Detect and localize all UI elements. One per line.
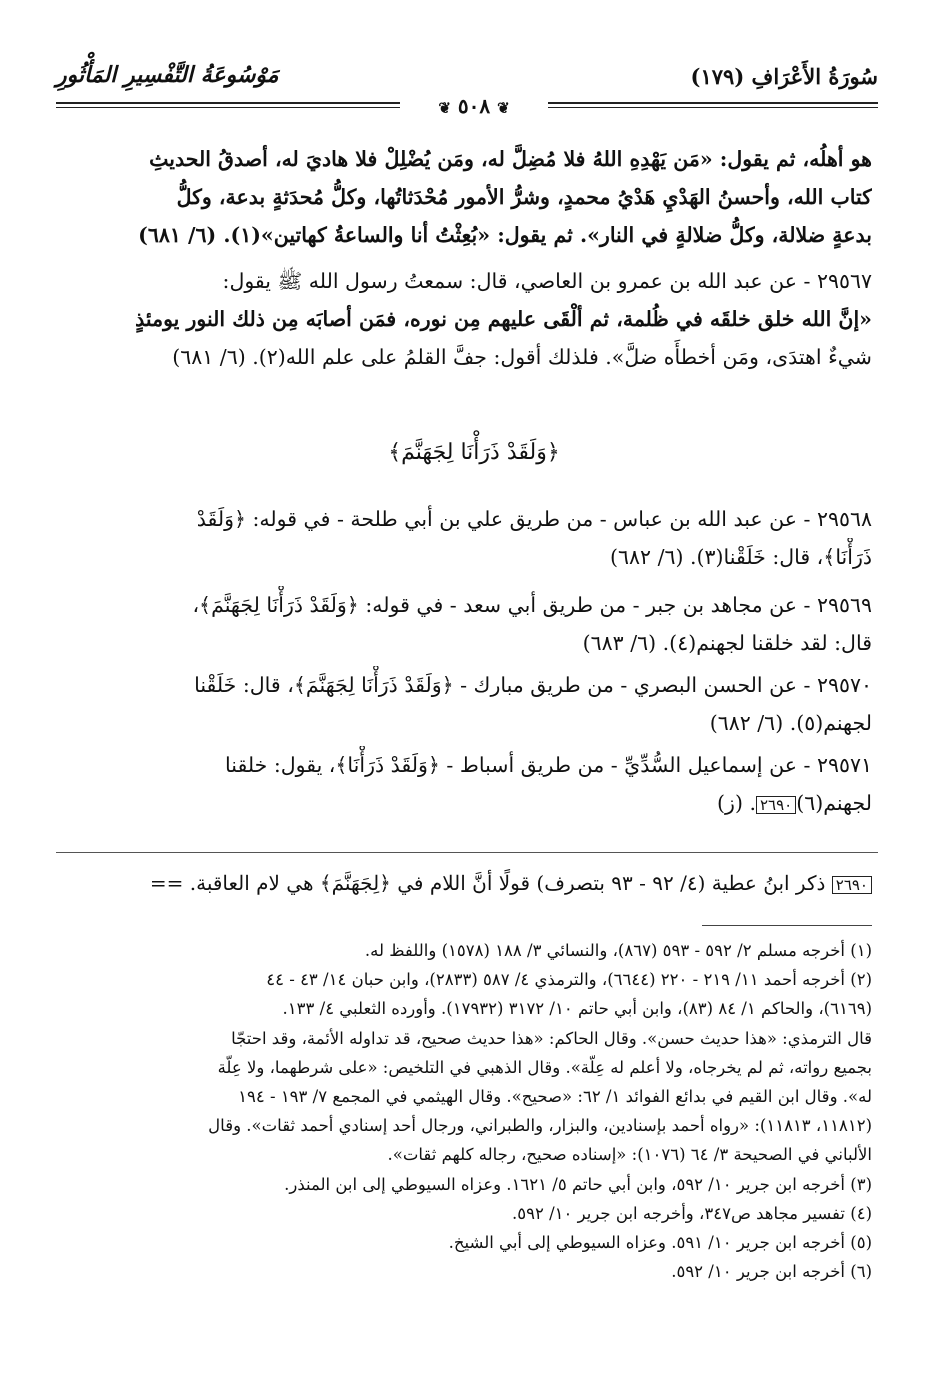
text-line: ٢٩٥٧١ - عن إسماعيل السُّدِّيِّ - من طريق أسباط - ﴿وَلَقَدْ ذَرَأْنَا﴾، يقول: خلقنا [225, 753, 872, 777]
entry-29568 [76, 500, 872, 576]
text-line: ٢٩٥٦٨ - عن عبد الله بن عباس - من طريق علي بن أبي طلحة - في قوله: ﴿وَلَقَدْ [196, 507, 872, 531]
note-number-box: ٢٦٩٠ [832, 876, 872, 894]
surah-title: سُورَةُ الأَعْرَافِ (١٧٩) [690, 64, 878, 89]
entry-29569 [76, 586, 872, 662]
footnote-line: (٣) أخرجه ابن جرير ١٠/ ٥٩٢، وابن أبي حاتم ٥/ ١٦٢١. وعزاه السيوطي إلى ابن المنذر. [284, 1174, 872, 1194]
text-line: بدعةٍ ضلالة، وكلُّ ضلالةٍ في النار». ثم يقول: «بُعِثْتُ أنا والساعةُ كهاتين»(١). (٦/ ٦٨١) [138, 223, 872, 247]
text-line: ٢٩٥٦٧ - عن عبد الله بن عمرو بن العاصي، قال: سمعتُ رسول الله ﷺ يقول: [222, 269, 872, 293]
note-reference-box: ٢٦٩٠ [756, 796, 796, 814]
footnote-line: قال الترمذي: «هذا حديث حسن». وقال الحاكم: «هذا حديث صحيح، قد تداوله الأئمة، وقد احتجّا [231, 1028, 872, 1048]
footnote-line: (٢) أخرجه أحمد ١١/ ٢١٩ - ٢٢٠ (٦٦٤٤)، والترمذي ٤/ ٥٨٧ (٢٨٣٣)، وابن حبان ١٤/ ٤٣ - ٤٤ [266, 970, 872, 990]
text-line: «إنَّ الله خلق خلقَه في ظُلمة، ثم ألْقَى عليهم مِن نوره، فمَن أصابَه مِن ذلك النور يومئذٍ [135, 307, 872, 331]
text-fragment: . (ز) [717, 791, 756, 815]
paragraph-hadith-continued [76, 140, 872, 254]
text-line: هو أهلُه، ثم يقول: «مَن يَهْدِهِ اللهُ فلا مُضِلَّ له، ومَن يُضْلِلْ فلا هاديَ له، أصدقُ الحديثِ [149, 147, 872, 171]
ornament-icon: ❦ [438, 99, 451, 117]
entry-29567 [76, 262, 872, 376]
text-line [76, 784, 872, 822]
text-line: ٢٩٥٧٠ - عن الحسن البصري - من طريق مبارك - ﴿وَلَقَدْ ذَرَأْنَا لِجَهَنَّمَ﴾، قال: خَلَقْنا [194, 673, 872, 697]
footnote-line: الألباني في الصحيحة ٣/ ٦٤ (١٠٧٦): «إسناده صحيح، رجاله كلهم ثقات». [387, 1145, 872, 1165]
footnote-line: (٤) تفسير مجاهد ص٣٤٧، وأخرجه ابن جرير ١٠/ ٥٩٢. [512, 1203, 872, 1223]
footnote-line: (١) أخرجه مسلم ٢/ ٥٩٢ - ٥٩٣ (٨٦٧)، والنسائي ٣/ ١٨٨ (١٥٧٨) واللفظ له. [364, 941, 872, 960]
text-line: شيءٌ اهتدَى، ومَن أخطأَه ضلَّ». فلذلك أقول: جفَّ القلمُ على علم الله(٢). (٦/ ٦٨١) [172, 345, 872, 369]
footnote-line: له». وقال ابن القيم في بدائع الفوائد ١/ ٦٢: «صحيح». وقال الهيثمي في المجمع ٧/ ١٩٣ - ١٩٤ [238, 1087, 872, 1107]
footnote-line: (٦) أخرجه ابن جرير ١٠/ ٥٩٢. [671, 1262, 872, 1282]
note-separator [56, 852, 878, 853]
ornament-icon: ❦ [497, 99, 510, 117]
footnote-line: (٥) أخرجه ابن جرير ١٠/ ٥٩١. وعزاه السيوطي إلى أبي الشيخ. [448, 1233, 872, 1253]
verse-heading: ﴿وَلَقَدْ ذَرَأْنَا لِجَهَنَّمَ﴾ [388, 440, 560, 465]
footnotes [72, 936, 872, 1286]
footnote-separator [702, 925, 872, 926]
text-line: ٢٩٥٦٩ - عن مجاهد بن جبر - من طريق أبي سعد - في قوله: ﴿وَلَقَدْ ذَرَأْنَا لِجَهَنَّمَ﴾، [192, 593, 872, 617]
text-line: ذَرَأْنَا﴾، قال: خَلَقْنا(٣). (٦/ ٦٨٢) [610, 545, 872, 569]
text-line: لجهنم(٥). (٦/ ٦٨٢) [709, 711, 872, 735]
note-text: ذكر ابنُ عطية (٤/ ٩٢ - ٩٣ بتصرف) قولًا أنَّ اللام في ﴿لِجَهَنَّمَ﴾ هي لام العاقبة. == [149, 871, 826, 895]
editor-note [62, 866, 872, 900]
entry-29570 [76, 666, 872, 742]
footnote-line: (١١٨١٢، ١١٨١٣): «رواه أحمد بإسنادين، والبزار، والطبراني، ورجال أحد إسنادي أحمد ثقات». وقال [208, 1116, 872, 1136]
text-fragment: لجهنم(٦) [796, 791, 872, 815]
footnote-line: بجميع رواته، ثم لم يخرجاه، ولا أعلم له عِلّة». وقال الذهبي في التلخيص: «على شرطهما، ولا عِلّة [217, 1057, 872, 1077]
entry-29571 [76, 746, 872, 822]
text-line: قال: لقد خلقنا لجهنم(٤). (٦/ ٦٨٣) [582, 631, 872, 655]
text-line: كتاب الله، وأحسنُ الهَدْيِ هَدْيُ محمدٍ، وشرُّ الأمور مُحْدَثاتُها، وكلُّ مُحدَثةٍ بدعة، وكلُّ [176, 185, 872, 209]
book-title: مَوْسُوعَةُ التَّفْسِيرِ المَأْثُورِ [56, 62, 279, 88]
page-number: ٥٠٨ [457, 94, 491, 118]
page-number-box [400, 94, 548, 118]
footnote-line: (٦١٦٩)، والحاكم ١/ ٨٤ (٨٣)، وابن أبي حاتم ١٠/ ٣١٧٢ (١٧٩٣٢). وأورده الثعلبي ٤/ ١٣٣. [282, 999, 872, 1019]
